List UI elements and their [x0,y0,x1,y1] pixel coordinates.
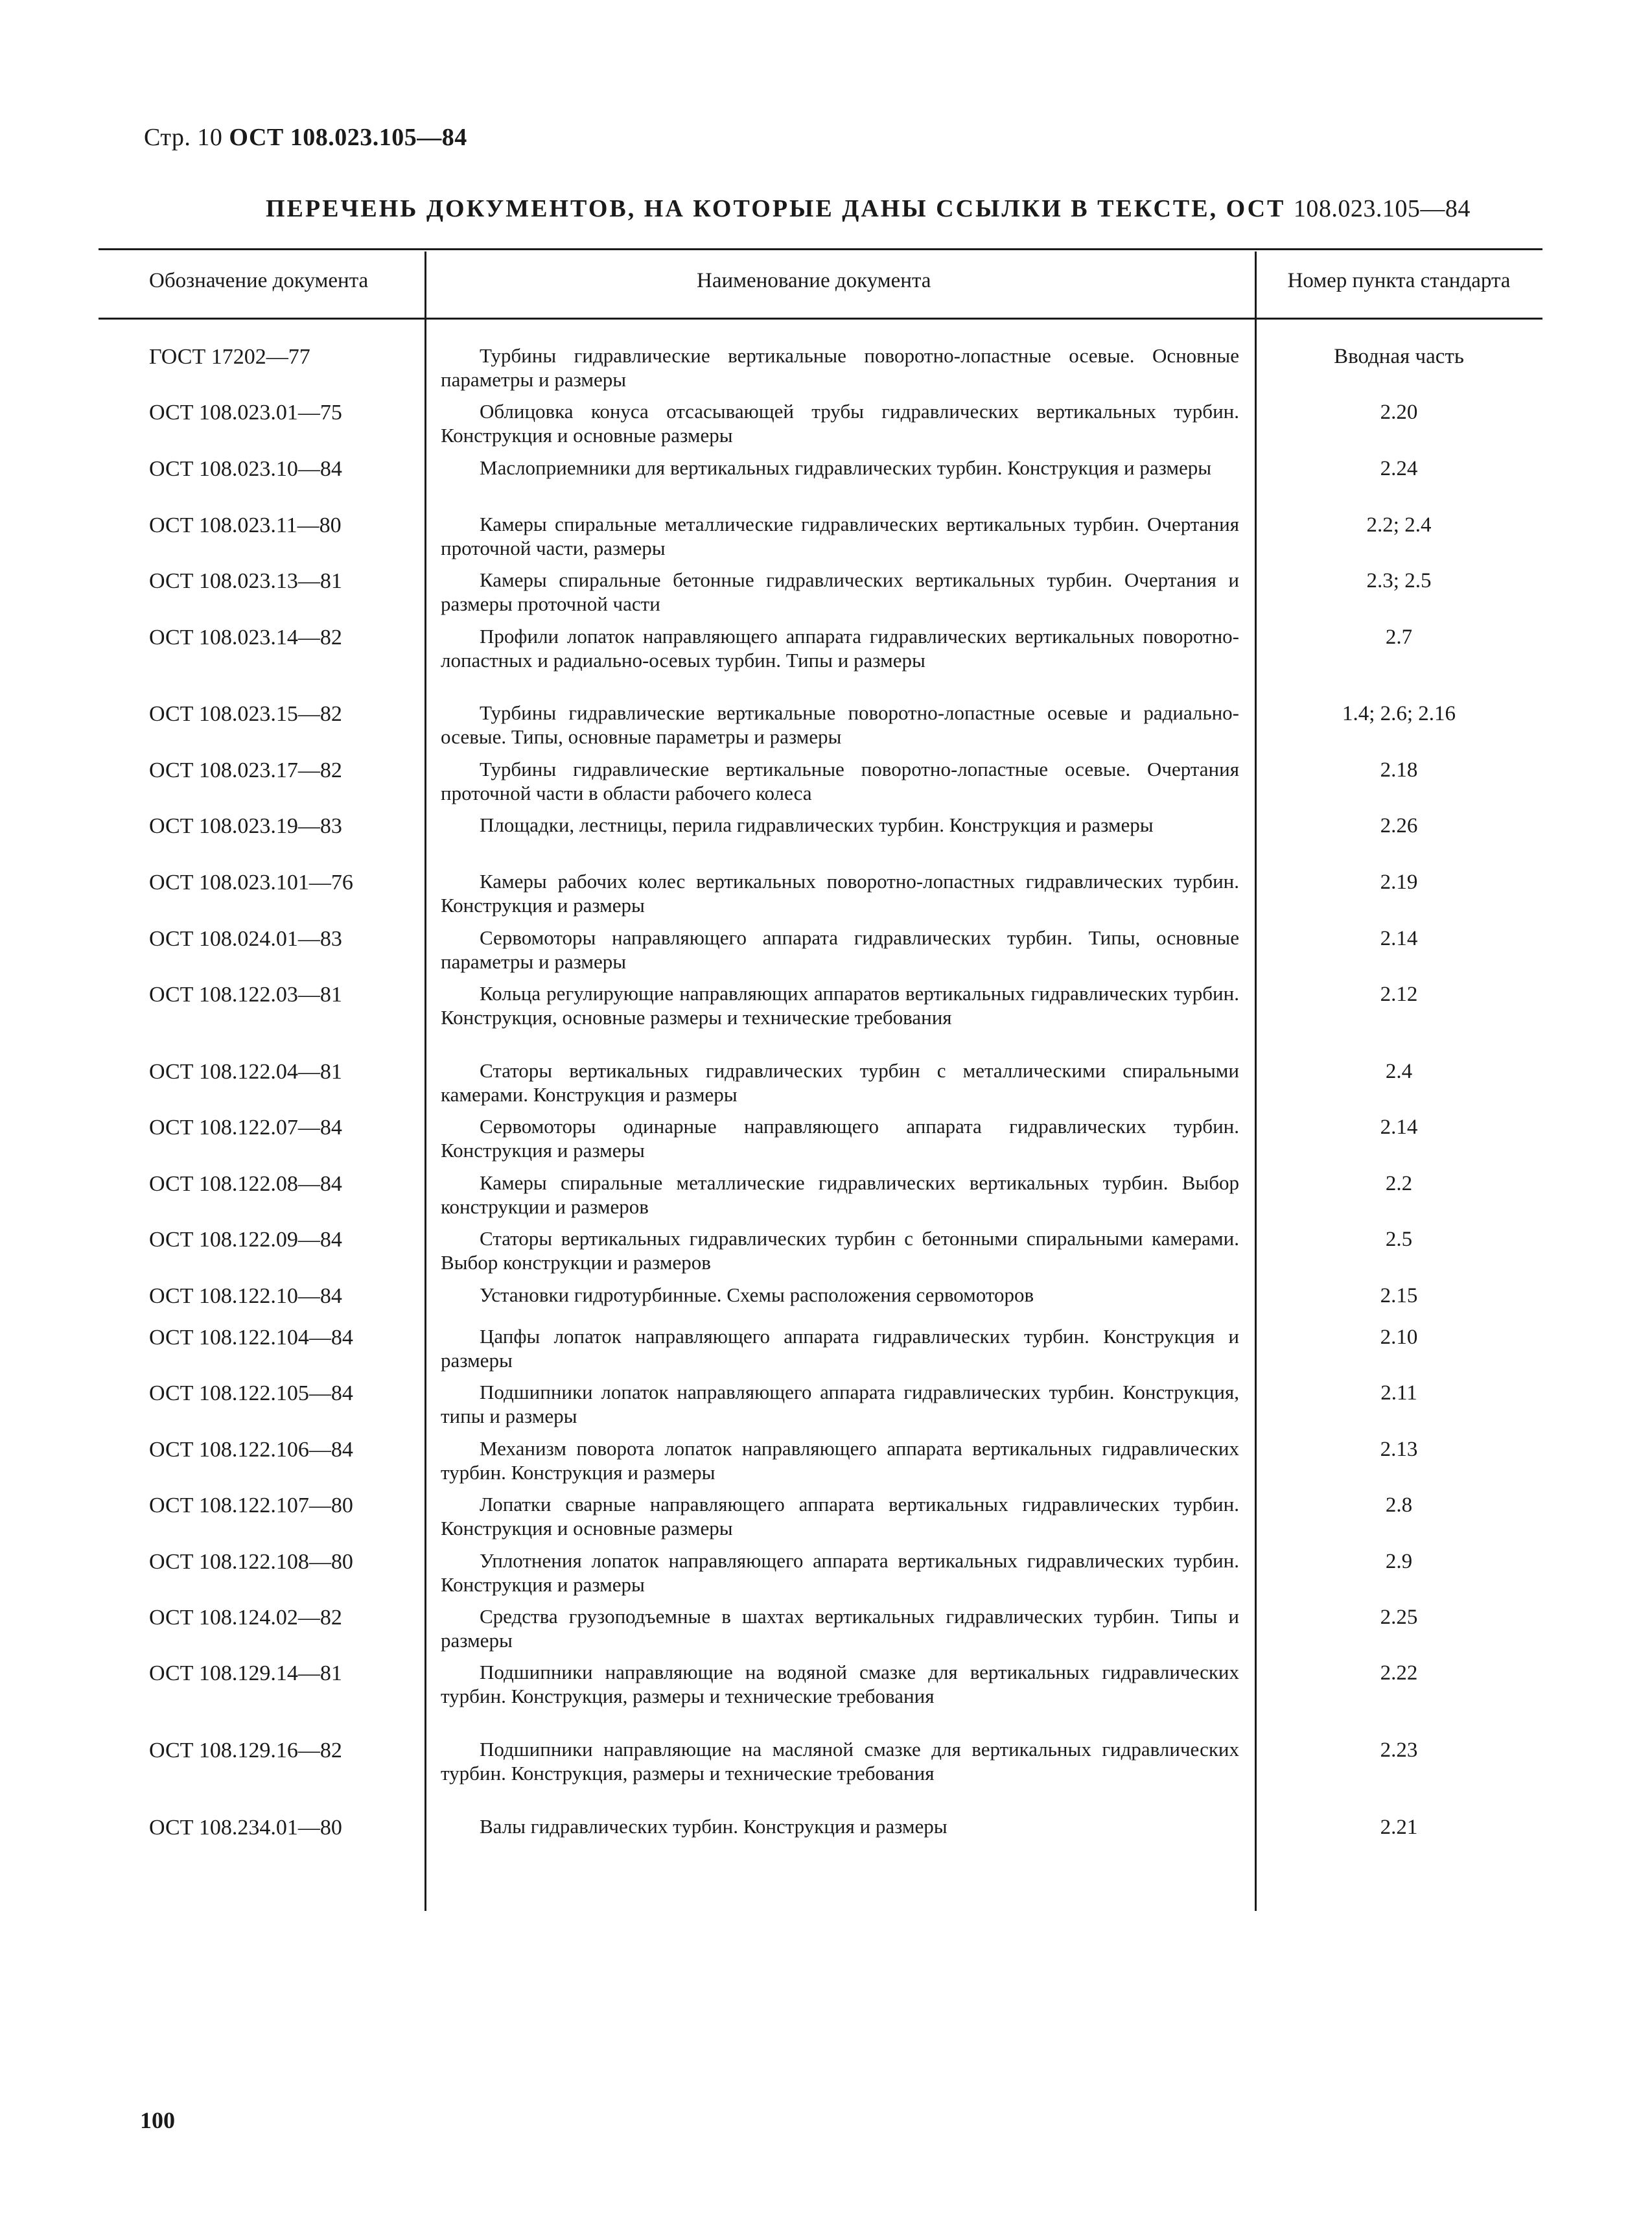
row-name: Механизм поворота лопаток направляющего аппарата вертикальных гидравлических турбин. Конструкция и размеры [441,1437,1239,1484]
row-clause: 2.26 [1380,814,1418,837]
row-clause: 2.14 [1380,1116,1418,1139]
row-clause: 2.3; 2.5 [1366,569,1432,592]
title-number: 108.023.105—84 [1293,195,1471,222]
row-clause: 2.24 [1380,457,1418,480]
row-clause: 2.18 [1380,758,1418,782]
row-clause: 2.14 [1380,927,1418,950]
row-code: ОСТ 108.122.09—84 [149,1228,342,1252]
row-name: Профили лопаток направляющего аппарата гидравлических вертикальных поворотно-лопастных и радиально-осевых турбин. Типы и размеры [441,625,1239,672]
row-code: ОСТ 108.122.106—84 [149,1438,353,1462]
row-code: ОСТ 108.129.14—81 [149,1661,342,1685]
row-code: ГОСТ 17202—77 [149,345,310,369]
row-code: ОСТ 108.122.104—84 [149,1326,353,1350]
row-name: Установки гидротурбинные. Схемы расположения сервомоторов [480,1283,1034,1306]
column-divider-1 [425,252,426,1911]
row-clause: 2.12 [1380,983,1418,1006]
row-clause: 2.9 [1385,1550,1413,1573]
row-code: ОСТ 108.024.01—83 [149,927,342,951]
row-code: ОСТ 108.023.01—75 [149,401,342,425]
row-code: ОСТ 108.122.04—81 [149,1060,342,1084]
row-name: Валы гидравлических турбин. Конструкция и размеры [480,1815,948,1838]
row-name: Кольца регулирующие направляющих аппаратов вертикальных гидравлических турбин. Конструкция, основные размеры и технические требования [441,982,1239,1029]
row-code: ОСТ 108.023.15—82 [149,702,342,726]
standard-designation: ОСТ 108.023.105—84 [229,124,467,151]
row-code: ОСТ 108.122.108—80 [149,1550,353,1574]
column-header-designation: Обозначение документа [149,269,369,292]
page-label: Стр. 10 [144,124,223,151]
row-name: Статоры вертикальных гидравлических турбин с металлическими спиральными камерами. Конструкция и размеры [441,1059,1239,1106]
row-name: Маслоприемники для вертикальных гидравлических турбин. Конструкция и размеры [480,456,1212,479]
row-name: Подшипники лопаток направляющего аппарата гидравлических турбин. Конструкция, типы и размеры [441,1381,1239,1427]
row-code: ОСТ 108.023.17—82 [149,758,342,782]
row-clause: 2.22 [1380,1661,1418,1685]
row-name: Камеры рабочих колес вертикальных поворотно-лопастных гидравлических турбин. Конструкция и размеры [441,870,1239,917]
column-header-clause: Номер пункта стандарта [1287,269,1511,292]
row-clause: 2.25 [1380,1606,1418,1629]
row-name: Площадки, лестницы, перила гидравлических турбин. Конструкция и размеры [480,814,1154,836]
row-clause: 2.7 [1385,626,1413,649]
row-clause: 2.20 [1380,401,1418,424]
row-name: Облицовка конуса отсасывающей трубы гидравлических вертикальных турбин. Конструкция и основные размеры [441,400,1239,447]
row-code: ОСТ 108.122.08—84 [149,1172,342,1196]
row-name: Сервомоторы одинарные направляющего аппарата гидравлических турбин. Конструкция и размеры [441,1115,1239,1162]
row-name: Уплотнения лопаток направляющего аппарата вертикальных гидравлических турбин. Конструкция и размеры [441,1549,1239,1596]
row-code: ОСТ 108.023.10—84 [149,457,342,481]
row-name: Сервомоторы направляющего аппарата гидравлических турбин. Типы, основные параметры и размеры [441,926,1239,973]
row-name: Цапфы лопаток направляющего аппарата гидравлических турбин. Конструкция и размеры [441,1325,1239,1372]
title-text: ПЕРЕЧЕНЬ ДОКУМЕНТОВ, НА КОТОРЫЕ ДАНЫ ССЫЛКИ В ТЕКСТЕ, ОСТ [266,195,1286,222]
row-clause: 1.4; 2.6; 2.16 [1342,702,1456,725]
row-clause: 2.2 [1385,1172,1413,1195]
row-clause: 2.13 [1380,1438,1418,1461]
row-name: Камеры спиральные металлические гидравлических вертикальных турбин. Выбор конструкции и размеров [441,1171,1239,1218]
row-code: ОСТ 108.122.10—84 [149,1284,342,1308]
row-code: ОСТ 108.023.19—83 [149,814,342,838]
table-top-rule [99,248,1542,250]
row-name: Подшипники направляющие на масляной смазке для вертикальных гидравлических турбин. Конструкция, размеры и технические требования [441,1738,1239,1785]
row-clause: 2.21 [1380,1816,1418,1839]
row-clause: 2.15 [1380,1284,1418,1307]
row-code: ОСТ 108.124.02—82 [149,1606,342,1630]
row-code: ОСТ 108.122.07—84 [149,1116,342,1140]
row-code: ОСТ 108.023.11—80 [149,513,342,537]
column-header-name: Наименование документа [697,269,931,292]
row-code: ОСТ 108.023.14—82 [149,626,342,650]
row-clause: 2.4 [1385,1060,1413,1083]
page-header [144,123,467,152]
row-name: Турбины гидравлические вертикальные поворотно-лопастные осевые. Основные параметры и размеры [441,344,1239,391]
document-title [266,194,1471,223]
row-code: ОСТ 108.122.03—81 [149,983,342,1007]
row-code: ОСТ 108.023.13—81 [149,569,342,593]
row-name: Турбины гидравлические вертикальные поворотно-лопастные осевые. Очертания проточной части в области рабочего колеса [441,758,1239,804]
row-name: Статоры вертикальных гидравлических турбин с бетонными спиральными камерами. Выбор конструкции и размеров [441,1227,1239,1274]
row-code: ОСТ 108.234.01—80 [149,1816,342,1840]
row-clause: 2.5 [1385,1228,1413,1251]
row-clause: 2.19 [1380,871,1418,894]
row-name: Средства грузоподъемные в шахтах вертикальных гидравлических турбин. Типы и размеры [441,1605,1239,1652]
page-number: 100 [140,2107,175,2133]
row-name: Лопатки сварные направляющего аппарата вертикальных гидравлических турбин. Конструкция и основные размеры [441,1493,1239,1539]
table-header-rule [99,318,1542,320]
row-name: Камеры спиральные металлические гидравлических вертикальных турбин. Очертания проточной части, размеры [441,513,1239,559]
row-clause: 2.23 [1380,1738,1418,1762]
row-code: ОСТ 108.129.16—82 [149,1738,342,1762]
row-clause: Вводная часть [1334,345,1464,368]
row-code: ОСТ 108.023.101—76 [149,871,353,895]
row-name: Подшипники направляющие на водяной смазке для вертикальных гидравлических турбин. Конструкция, размеры и технические требования [441,1661,1239,1707]
row-clause: 2.8 [1385,1493,1413,1517]
row-clause: 2.2; 2.4 [1366,513,1432,537]
row-code: ОСТ 108.122.107—80 [149,1493,353,1517]
row-name: Камеры спиральные бетонные гидравлических вертикальных турбин. Очертания и размеры проточной части [441,568,1239,615]
row-clause: 2.10 [1380,1326,1418,1349]
row-name: Турбины гидравлические вертикальные поворотно-лопастные осевые и радиально-осевые. Типы, основные параметры и размеры [441,701,1239,748]
row-clause: 2.11 [1380,1381,1417,1405]
row-code: ОСТ 108.122.105—84 [149,1381,353,1405]
